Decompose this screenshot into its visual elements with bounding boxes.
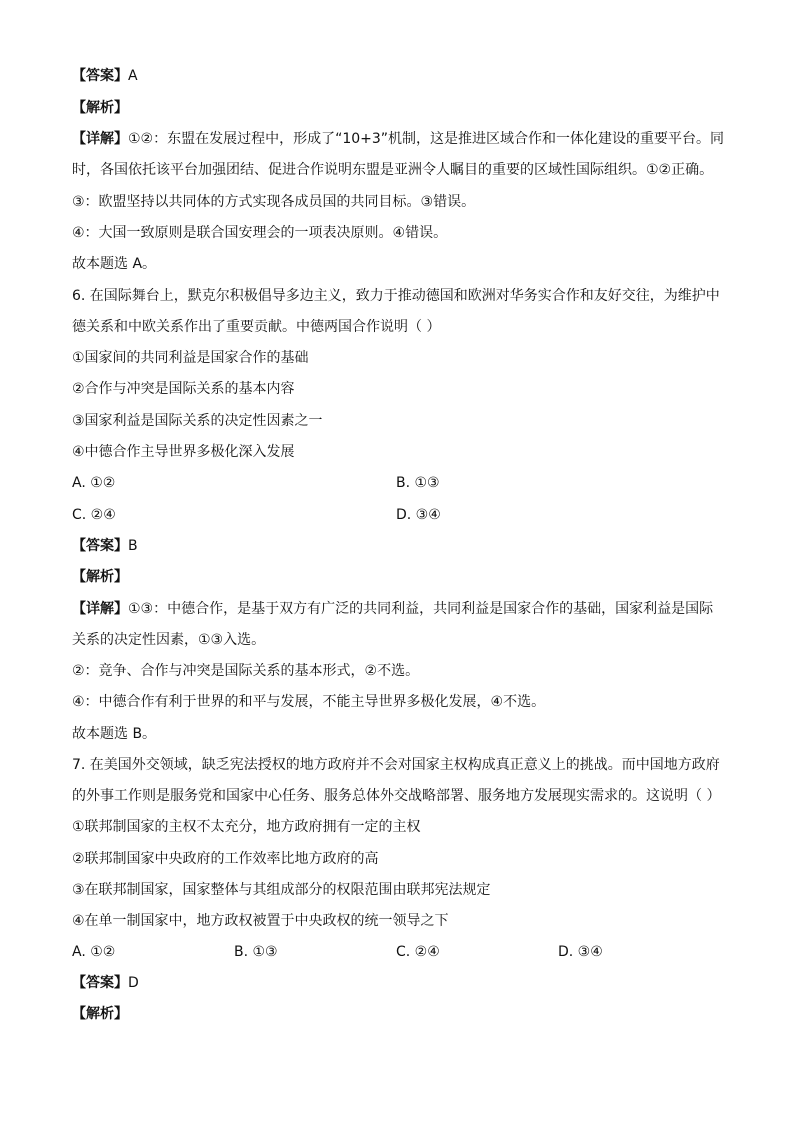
detail-tag: 【详解】 (72, 601, 128, 617)
option-d: D. ③④ (396, 507, 441, 523)
analysis-heading (72, 1004, 734, 1024)
analysis-tag: 【解析】 (72, 1006, 128, 1022)
detail-line: ④：大国一致原则是联合国安理会的一项表决原则。④错误。 (72, 225, 448, 241)
option-a: A. ①② (72, 944, 116, 960)
option-c: C. ②④ (72, 507, 116, 523)
answer-line (72, 973, 734, 993)
detail-text: ①③：中德合作，是基于双方有广泛的共同利益，共同利益是国家合作的基础，国家利益是国际 (128, 601, 714, 617)
question-stem: 德关系和中欧关系作出了重要贡献。中德两国合作说明（ ） (72, 319, 441, 335)
statement-item: ①国家间的共同利益是国家合作的基础 (72, 350, 309, 366)
answer-tag: 【答案】 (72, 538, 128, 554)
statement-item: ④中德合作主导世界多极化深入发展 (72, 444, 295, 460)
detail-line: ④：中德合作有利于世界的和平与发展，不能主导世界多极化发展，④不选。 (72, 694, 546, 710)
answer-value: D (128, 975, 139, 991)
answer-line (72, 66, 734, 86)
detail-line: 关系的决定性因素，①③入选。 (72, 632, 266, 648)
answer-tag: 【答案】 (72, 68, 128, 84)
statement-item: ③国家利益是国际关系的决定性因素之一 (72, 413, 323, 429)
statement-item: ①联邦制国家的主权不太充分，地方政府拥有一定的主权 (72, 819, 421, 835)
detail-line: ②：竞争、合作与冲突是国际关系的基本形式，②不选。 (72, 663, 420, 679)
conclusion-line: 故本题选 A。 (72, 256, 157, 272)
detail-line (72, 129, 734, 149)
statement-item: ②合作与冲突是国际关系的基本内容 (72, 381, 295, 397)
detail-text: ①②：东盟在发展过程中，形成了“10+3”机制，这是推进区域合作和一体化建设的重要平台。同 (128, 131, 725, 147)
option-a: A. ①② (72, 475, 116, 491)
detail-line: 时，各国依托该平台加强团结、促进合作说明东盟是亚洲令人瞩目的重要的区域性国际组织。①②正确。 (72, 162, 714, 178)
analysis-heading (72, 98, 734, 118)
question-stem: 7. 在美国外交领域，缺乏宪法授权的地方政府并不会对国家主权构成真正意义上的挑战。而中国地方政府 (72, 757, 720, 773)
option-b: B. ①③ (396, 475, 440, 491)
detail-tag: 【详解】 (72, 131, 128, 147)
question-stem: 6. 在国际舞台上，默克尔积极倡导多边主义，致力于推动德国和欧洲对华务实合作和友好交往，为维护中 (72, 288, 720, 304)
option-c: C. ②④ (396, 944, 440, 960)
analysis-tag: 【解析】 (72, 100, 128, 116)
answer-value: A (128, 68, 138, 84)
analysis-tag: 【解析】 (72, 569, 128, 585)
analysis-heading (72, 567, 734, 587)
answer-line (72, 536, 734, 556)
statement-item: ②联邦制国家中央政府的工作效率比地方政府的高 (72, 851, 379, 867)
question-stem: 的外事工作则是服务党和国家中心任务、服务总体外交战略部署、服务地方发展现实需求的。这说明（ ） (72, 788, 721, 804)
statement-item: ③在联邦制国家，国家整体与其组成部分的权限范围由联邦宪法规定 (72, 882, 491, 898)
option-b: B. ①③ (234, 944, 278, 960)
detail-line (72, 599, 734, 619)
detail-line: ③：欧盟坚持以共同体的方式实现各成员国的共同目标。③错误。 (72, 194, 476, 210)
answer-value: B (128, 538, 138, 554)
statement-item: ④在单一制国家中，地方政权被置于中央政权的统一领导之下 (72, 913, 449, 929)
answer-tag: 【答案】 (72, 975, 128, 991)
option-d: D. ③④ (558, 944, 603, 960)
conclusion-line: 故本题选 B。 (72, 726, 157, 742)
